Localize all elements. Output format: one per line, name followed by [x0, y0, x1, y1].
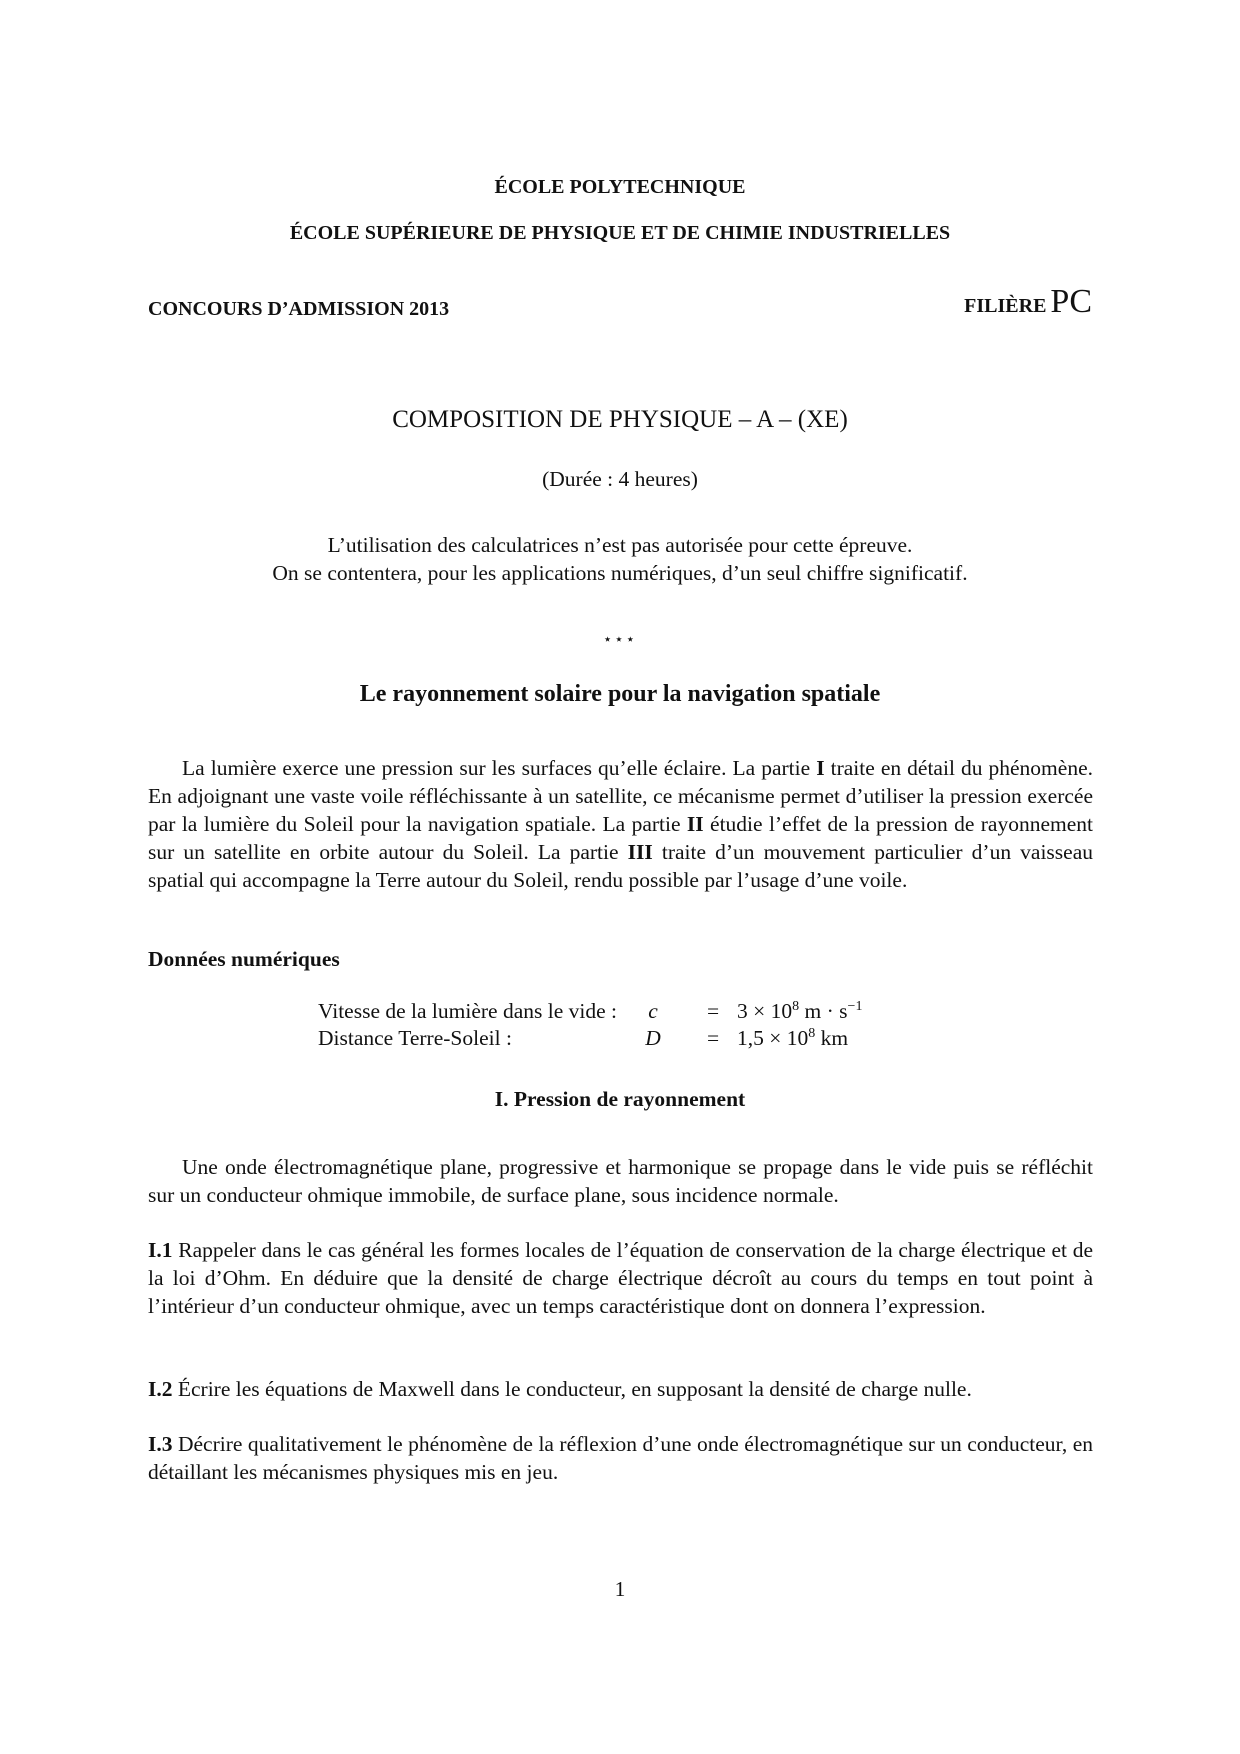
institution-2: ÉCOLE SUPÉRIEURE DE PHYSIQUE ET DE CHIMIE INDUSTRIELLES — [289, 222, 951, 244]
subject-title: Le rayonnement solaire pour la navigation spatiale — [359, 681, 881, 707]
instruction-significant-figures: On se contentera, pour les applications numériques, d’un seul chiffre significatif. — [272, 561, 968, 585]
data-label: Distance Terre-Soleil : — [318, 1026, 512, 1050]
data-equals: = — [706, 999, 720, 1023]
question-number: I.1 — [148, 1238, 173, 1262]
institution-1: ÉCOLE POLYTECHNIQUE — [494, 176, 746, 198]
separator-stars: ⋆⋆⋆ — [602, 632, 638, 648]
data-equals: = — [706, 1026, 720, 1050]
data-value: $1,5 \times 10^8$ km — [737, 1025, 849, 1050]
data-value: $3 \times 10^8$ $m \cdot s^{-1}$ — [737, 998, 863, 1023]
concours-label: CONCOURS D’ADMISSION 2013 — [148, 298, 450, 320]
question-number: I.3 — [148, 1432, 173, 1456]
filiere — [964, 283, 1092, 321]
filiere-code: PC — [1050, 283, 1092, 320]
question-1-1: I.1 Rappeler dans le cas général les formes locales de l’équation de conservation de la charge électrique et de la loi d’Ohm. En déduire que la densité de charge électrique décroît au cours du temps en tout point à l’intérieur d’un conducteur ohmique, avec un temps caractéristique dont on donnera l’expression. — [148, 1238, 1093, 1318]
data-row-light-speed — [318, 998, 862, 1025]
question-1-2: I.2 Écrire les équations de Maxwell dans le conducteur, en supposant la densité de charge nulle. — [148, 1377, 972, 1401]
page-number: 1 — [614, 1577, 626, 1601]
filiere-label: FILIÈRE — [964, 295, 1047, 317]
instruction-calculators: L’utilisation des calculatrices n’est pas autorisée pour cette épreuve. — [327, 533, 913, 557]
data-label: Vitesse de la lumière dans le vide : — [318, 999, 618, 1023]
question-number: I.2 — [148, 1377, 173, 1401]
data-row-earth-sun-distance — [318, 1025, 862, 1052]
numerical-data-heading: Données numériques — [148, 947, 340, 971]
intro-paragraph: La lumière exerce une pression sur les surfaces qu’elle éclaire. La partie I traite en détail du phénomène. En adjoignant une vaste voile réfléchissante à un satellite, ce mécanisme permet d’utiliser la pression exercée par la lumière du Soleil pour la navigation spatiale. La partie II étudie l’effet de la pression de rayonnement sur un satellite en orbite autour du Soleil. La partie III traite d’un mouvement particulier d’un vaisseau spatial qui accompagne la Terre autour du Soleil, rendu possible par l’usage d’une voile. — [148, 756, 1093, 892]
question-1-3: I.3 Décrire qualitativement le phénomène de la réflexion d’une onde électromagnétique sur un conducteur, en détaillant les mécanismes physiques mis en jeu. — [148, 1432, 1093, 1484]
data-symbol: c — [648, 999, 658, 1023]
part1-intro: Une onde électromagnétique plane, progressive et harmonique se propage dans le vide puis se réfléchit sur un conducteur ohmique immobile, de surface plane, sous incidence normale. — [148, 1155, 1093, 1207]
data-symbol: D — [645, 1026, 661, 1050]
exam-title: COMPOSITION DE PHYSIQUE – A – (XE) — [392, 406, 848, 433]
part1-heading: I. Pression de rayonnement — [494, 1087, 746, 1111]
numerical-data-table — [318, 998, 862, 1052]
exam-duration: (Durée : 4 heures) — [542, 467, 698, 491]
